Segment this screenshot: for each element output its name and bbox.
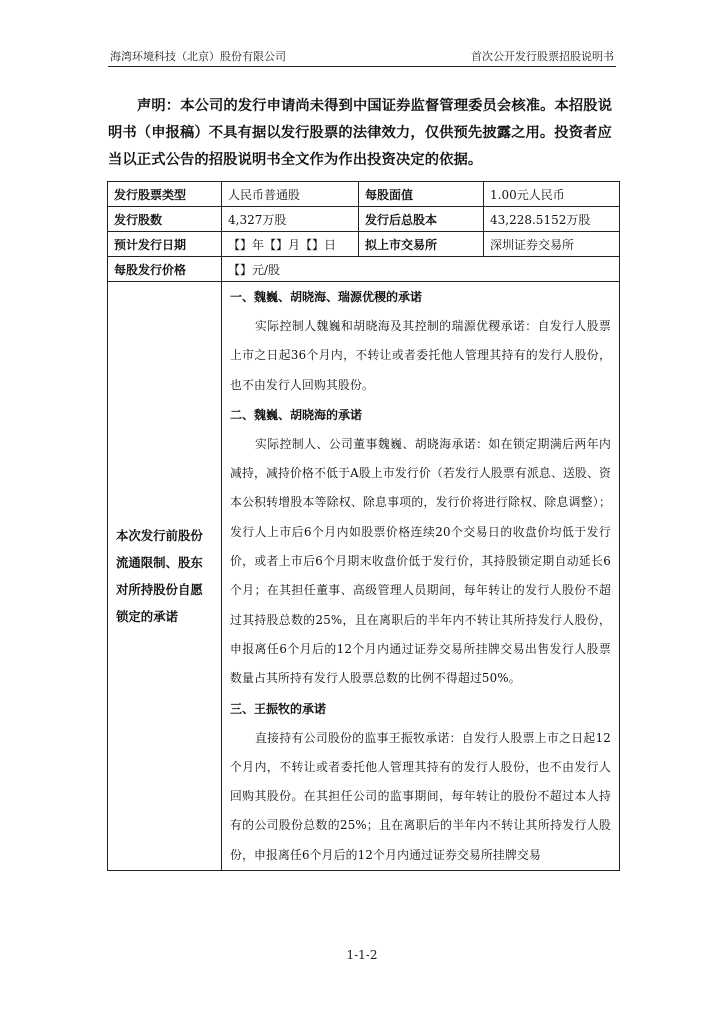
table-row	[108, 232, 620, 257]
section-title-3: 三、王振牧的承诺	[230, 701, 327, 716]
label-issue-price: 每股发行价格	[108, 257, 222, 282]
label-issue-date: 预计发行日期	[108, 232, 222, 257]
table-row	[108, 257, 620, 282]
value-par-value: 1.00元人民币	[484, 182, 620, 207]
value-stock-type: 人民币普通股	[222, 182, 359, 207]
table-row	[108, 282, 620, 871]
page-number: 1-1-2	[346, 948, 378, 962]
label-shares-issued: 发行股数	[108, 207, 222, 232]
table-row	[108, 182, 620, 207]
header-doc-title: 首次公开发行股票招股说明书	[471, 50, 614, 63]
section-text-2: 实际控制人、公司董事魏巍、胡晓海承诺：如在锁定期满后两年内减持，减持价格不低于A股上市发行价（若发行人股票有派息、送股、资本公积转增股本等除权、除息事项的，发行价将进行除权、除息调整）；发行人上市后6个月内如股票价格连续20个交易日的收盘价均低于发行价，或者上市后6个月期末收盘价低于发行价，其持股锁定期自动延长6个月；在其担任董事、高级管理人员期间，每年转让的发行人股份不超过其持股总数的25%，且在离职后的半年内不转让其所持发行人股份，申报离任6个月后的12个月内通过证券交易所挂牌交易出售发行人股票数量占其所持有发行人股票总数的比例不得超过50%。	[230, 436, 611, 686]
section-title-2: 二、魏巍、胡晓海的承诺	[230, 407, 363, 422]
section-text-3: 直接持有公司股份的监事王振牧承诺：自发行人股票上市之日起12个月内，不转让或者委托他人管理其持有的发行人股份，也不由发行人回购其股份。在其担任公司的监事期间，每年转让的股份不超过本人持有的公司股份总数的25%；且在离职后的半年内不转让其所持发行人股份，申报离任6个月后的12个月内通过证券交易所挂牌交易	[230, 730, 611, 862]
header-company: 海湾环境科技（北京）股份有限公司	[110, 50, 286, 63]
value-total-shares: 43,228.5152万股	[484, 207, 620, 232]
issuance-info-table	[107, 181, 620, 871]
value-exchange: 深圳证券交易所	[484, 232, 620, 257]
page-header	[108, 50, 616, 67]
value-shares-issued: 4,327万股	[222, 207, 359, 232]
label-lockup-commitment: 本次发行前股份流通限制、股东对所持股份自愿锁定的承诺	[108, 282, 222, 871]
value-issue-date: 【】年【】月【】日	[222, 232, 359, 257]
value-issue-price: 【】元/股	[222, 257, 620, 282]
disclaimer-statement: 声明：本公司的发行申请尚未得到中国证券监督管理委员会核准。本招股说明书（申报稿）不具有据以发行股票的法律效力，仅供预先披露之用。投资者应当以正式公告的招股说明书全文作为作出投资决定的依据。	[108, 98, 613, 168]
table-row	[108, 207, 620, 232]
section-text-1: 实际控制人魏巍和胡晓海及其控制的瑞源优稷承诺：自发行人股票上市之日起36个月内，不转让或者委托他人管理其持有的发行人股份，也不由发行人回购其股份。	[230, 319, 611, 392]
label-total-shares: 发行后总股本	[359, 207, 484, 232]
commitment-content	[222, 282, 620, 871]
label-exchange: 拟上市交易所	[359, 232, 484, 257]
section-title-1: 一、魏巍、胡晓海、瑞源优稷的承诺	[230, 290, 423, 304]
label-stock-type: 发行股票类型	[108, 182, 222, 207]
label-par-value: 每股面值	[359, 182, 484, 207]
